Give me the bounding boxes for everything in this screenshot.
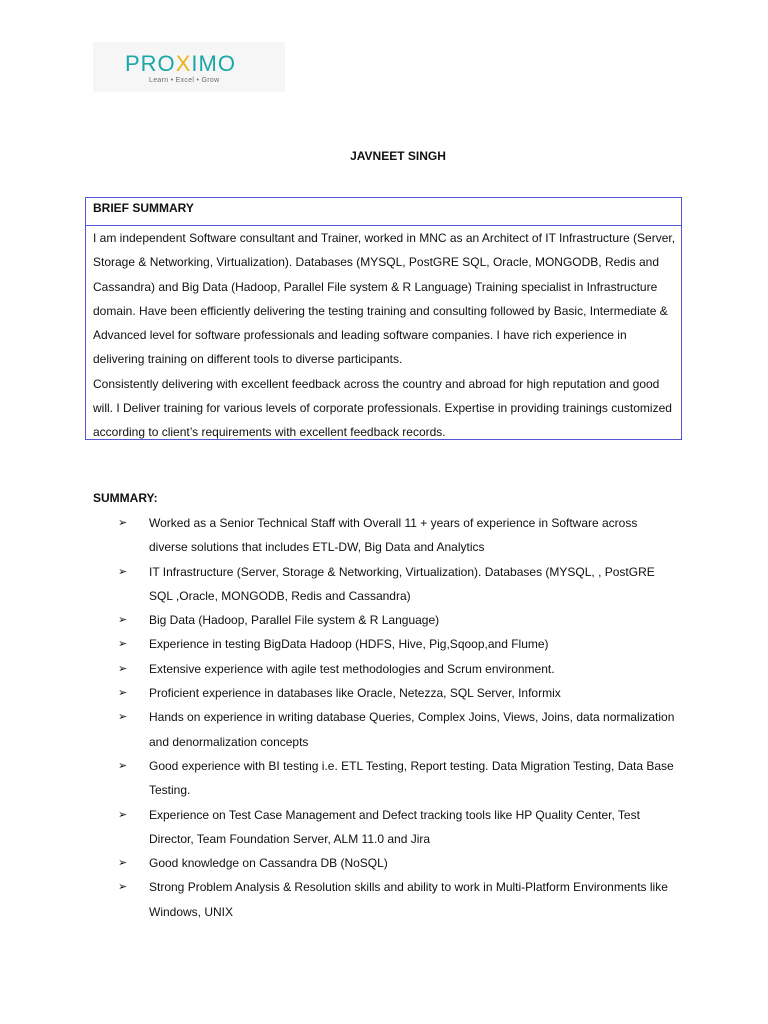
arrow-bullet-icon: ➢ (118, 711, 128, 724)
brief-summary-box (85, 197, 682, 440)
summary-item: ➢ Worked as a Senior Technical Staff with Overall 11 + years of experience in Software across diverse solutions that includes ETL-DW, Big Data and Analytics (118, 511, 678, 560)
arrow-bullet-icon: ➢ (118, 687, 128, 700)
arrow-bullet-icon: ➢ (118, 759, 128, 772)
proximo-logo (93, 42, 285, 92)
summary-item: ➢ Good knowledge on Cassandra DB (NoSQL) (118, 851, 678, 875)
summary-item: ➢ Big Data (Hadoop, Parallel File system & R Language) (118, 608, 678, 632)
logo-wordmark: PROXIMO (125, 51, 236, 76)
brief-summary-body (86, 226, 681, 445)
arrow-bullet-icon: ➢ (118, 881, 128, 894)
arrow-bullet-icon: ➢ (118, 857, 128, 870)
arrow-bullet-icon: ➢ (118, 662, 128, 675)
brief-summary-paragraph: Consistently delivering with excellent feedback across the country and abroad for high reputation and good will. I Deliver training for various levels of corporate professionals. Expertise in providing trainings customized according to client’s requirements with excellent feedback records. (93, 376, 672, 440)
logo-tagline: Learn • Excel • Grow (149, 77, 220, 84)
arrow-bullet-icon: ➢ (118, 517, 128, 529)
summary-item: ➢ Good experience with BI testing i.e. ETL Testing, Report testing. Data Migration Testing, Data Base Testing. (118, 754, 678, 803)
summary-item: ➢ IT Infrastructure (Server, Storage & Networking, Virtualization). Databases (MYSQL, , PostGRE SQL ,Oracle, MONGODB, Redis and Cassandra) (118, 560, 678, 609)
summary-list (118, 511, 678, 924)
brief-summary-paragraph: I am independent Software consultant and Trainer, worked in MNC as an Architect of IT Infrastructure (Server, Storage & Networking, Virtualization). Databases (MYSQL, PostGRE SQL, Oracle, MONGODB, Redis and Cassandra) and Big Data (Hadoop, Parallel File system & R Language) Training specialist in Infrastructure domain. Have been efficiently delivering the testing training and consulting followed by Basic, Intermediate & Advanced level for software professionals and leading software companies. I have rich experience in delivering training on different tools to diverse participants. (93, 231, 676, 367)
arrow-bullet-icon: ➢ (118, 565, 128, 578)
summary-item: ➢ Hands on experience in writing database Queries, Complex Joins, Views, Joins, data normalization and denormalization concepts (118, 705, 678, 754)
summary-item: ➢ Proficient experience in databases like Oracle, Netezza, SQL Server, Informix (118, 681, 678, 705)
summary-item: ➢ Extensive experience with agile test methodologies and Scrum environment. (118, 657, 678, 681)
arrow-bullet-icon: ➢ (118, 638, 128, 651)
arrow-bullet-icon: ➢ (118, 614, 128, 627)
summary-item: ➢ Experience in testing BigData Hadoop (HDFS, Hive, Pig,Sqoop,and Flume) (118, 632, 678, 656)
summary-heading: SUMMARY: (93, 491, 158, 505)
summary-item: ➢ Experience on Test Case Management and Defect tracking tools like HP Quality Center, Test Director, Team Foundation Server, ALM 11.0 and Jira (118, 803, 678, 852)
logo-x-mark: X (175, 51, 192, 76)
resume-name: JAVNEET SINGH (350, 149, 446, 163)
summary-item: ➢ Strong Problem Analysis & Resolution skills and ability to work in Multi-Platform Environments like Windows, UNIX (118, 875, 678, 924)
arrow-bullet-icon: ➢ (118, 808, 128, 821)
brief-summary-heading: BRIEF SUMMARY (86, 198, 681, 226)
